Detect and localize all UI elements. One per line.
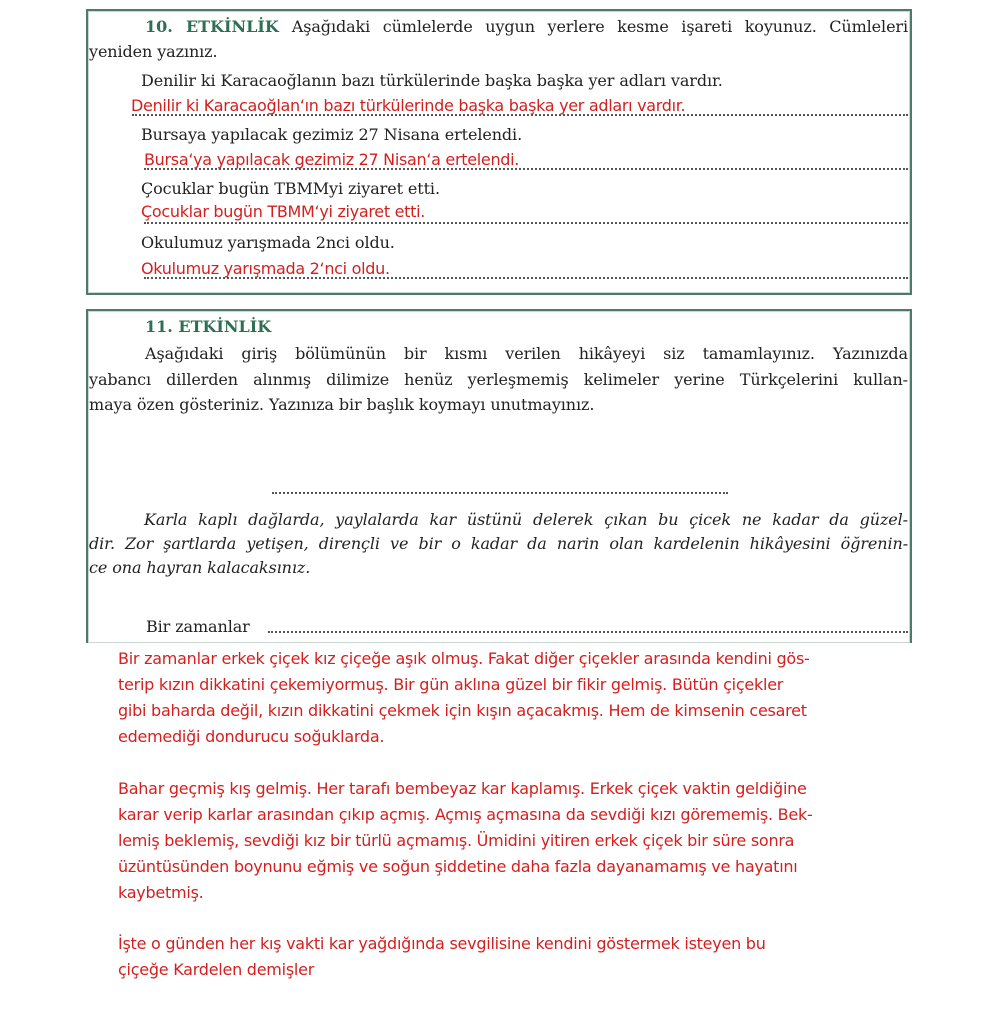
activity-11-heading: 11. ETKİNLİK [145,317,272,336]
answer-story-line: Bir zamanlar erkek çiçek kız çiçeğe aşık olmuş. Fakat diğer çiçekler arasında kendini gös- [118,649,810,668]
activity-10-instruction-line2: yeniden yazınız. [89,42,218,61]
activity-10-prompt-3: Çocuklar bugün TBMMyi ziyaret etti. [141,179,440,198]
answer-story-line: kaybetmiş. [118,883,204,902]
activity-11-instruction-1: Aşağıdaki giriş bölümünün bir kısmı verilen hikâyeyi siz tamamlayınız. Yazınızda [145,344,908,363]
activity-10-prompt-2: Bursaya yapılacak gezimiz 27 Nisana ertelendi. [141,125,523,144]
activity-10-answer-4: Okulumuz yarışmada 2‘nci oldu. [141,259,390,278]
answer-story-line: karar verip karlar arasından çıkıp açmış. Açmış açmasına da sevdiği kızı görememiş. Bek- [118,805,813,824]
answer-story-line: Bahar geçmiş kış gelmiş. Her tarafı bembeyaz kar kaplamış. Erkek çiçek vaktin geldiğine [118,779,807,798]
answer-paragraph-3 [118,931,908,983]
activity-10-answer-1: Denilir ki Karacaoğlan‘ın bazı türkülerinde başka başka yer adları vardır. [131,96,686,115]
answer-story-line: lemiş beklemiş, sevdiği kız bir türlü açmamış. Ümidini yitiren erkek çiçek bir süre sonra [118,831,795,850]
activity-10-instruction: Aşağıdaki cümlelerde uygun yerlere kesme işareti koyunuz. Cümleleri [291,17,909,36]
activity-10-prompt-4: Okulumuz yarışmada 2nci oldu. [141,233,395,252]
story-start-line [268,631,908,633]
answer-paragraph-1 [118,646,908,750]
activity-10-heading: 10. ETKİNLİK [145,17,279,36]
answer-paragraph-2 [118,776,908,906]
answer-story-line: İşte o günden her kış vakti kar yağdığında sevgilisine kendini göstermek isteyen bu [118,934,766,953]
activity-10-answer-2: Bursa‘ya yapılacak gezimiz 27 Nisan‘a ertelendi. [144,150,520,169]
intro-line-3: ce ona hayran kalacaksınız. [89,558,311,577]
answer-story-line: edemediği dondurucu soğuklarda. [118,727,385,746]
answer-story-line: terip kızın dikkatini çekemiyormuş. Bir gün aklına güzel bir fikir gelmiş. Bütün çiçekler [118,675,784,694]
activity-11-instruction-3: maya özen gösteriniz. Yazınıza bir başlık koymayı unutmayınız. [89,395,595,414]
intro-line-2: dir. Zor şartlarda yetişen, dirençli ve bir o kadar da narin olan kardelenin hikâyesini öğrenin- [89,534,908,553]
activity-11-instruction-2: yabancı dillerden alınmış dilimize henüz yerleşmemiş kelimeler yerine Türkçelerini kullan- [89,370,908,389]
activity-10-prompt-1: Denilir ki Karacaoğlanın bazı türkülerinde başka başka yer adları vardır. [141,71,723,90]
intro-line-1: Karla kaplı dağlarda, yaylalarda kar üstünü delerek çıkan bu çicek ne kadar da güzel- [144,510,908,529]
answer-story-line: çiçeğe Kardelen demişler [118,960,315,979]
answer-story-line: gibi baharda değil, kızın dikkatini çekmek için kışın açacakmış. Hem de kimsenin cesaret [118,701,807,720]
activity-10-instruction-line1 [92,16,908,38]
activity-10-answer-3: Çocuklar bugün TBMM‘yi ziyaret etti. [141,202,426,221]
story-start-label: Bir zamanlar [146,617,250,636]
answer-story-line: üzüntüsünden boynunu eğmiş ve soğun şiddetine daha fazla dayanamamış ve hayatını [118,857,798,876]
title-line [272,492,728,494]
